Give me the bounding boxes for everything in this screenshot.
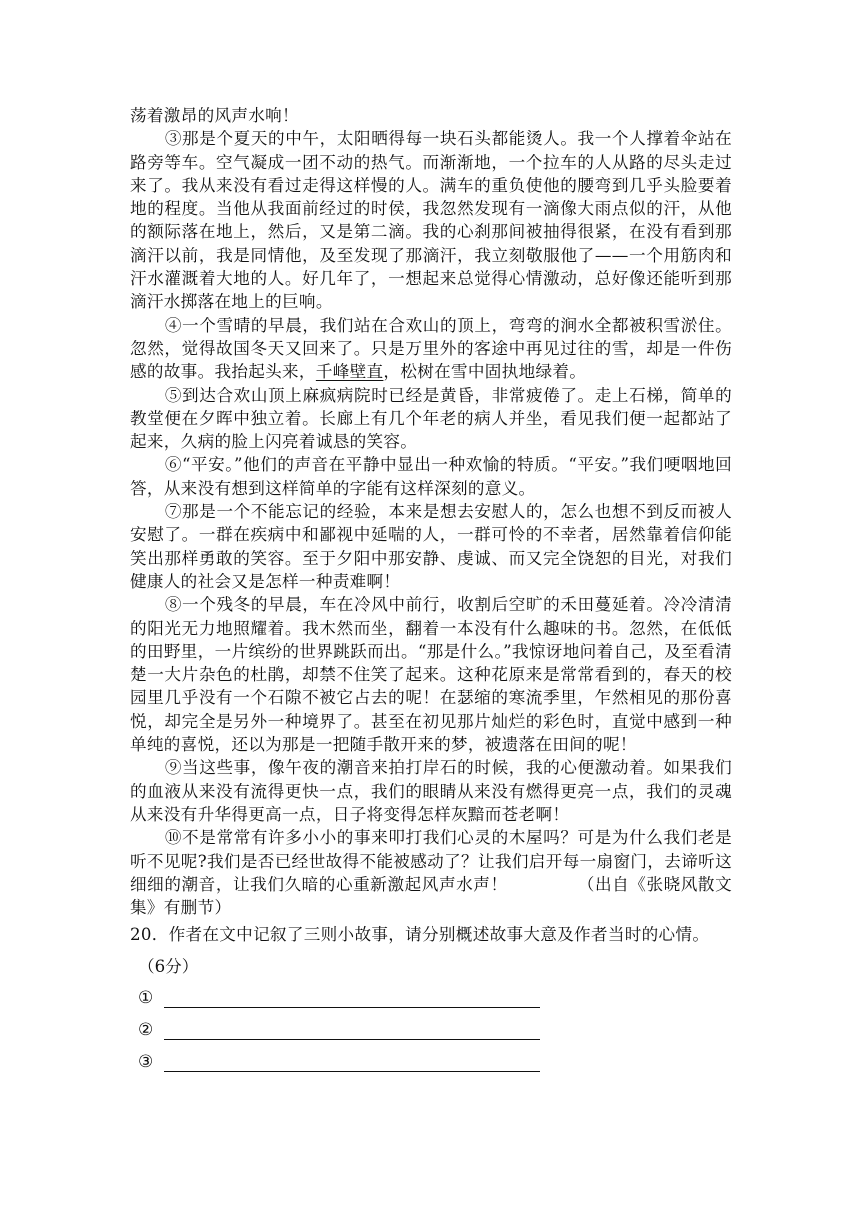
answer-number: ① <box>138 987 154 1008</box>
paragraph-10-text: ⑩不是常常有许多小小的事来叩打我们心灵的木屋吗？可是为什么我们老是听不见呢?我们是否已经世故得不能被感动了？让我们启开每一扇窗门，去谛听这细细的潮音，让我们久暗的心重新激起风声水声！ <box>130 828 732 894</box>
answer-area <box>130 982 732 1078</box>
paragraph-4-text-a: ④一个雪晴的早晨，我们站在合欢山的顶上，弯弯的涧水全都被积雪淤住。忽然，觉得故国冬天又回来了。只是万里外的客途中再见过往的雪，却是一件伤感的故事。我抬起头来， <box>130 315 732 382</box>
document-page <box>130 104 732 1078</box>
answer-line-3[interactable] <box>138 1046 732 1078</box>
paragraph-5: ⑤到达合欢山顶上麻疯病院时已经是黄昏，非常疲倦了。走上石梯，简单的教堂便在夕晖中独立着。长廊上有几个年老的病人并坐，看见我们便一起都站了起来，久病的脸上闪亮着诚恳的笑容。 <box>130 385 732 452</box>
paragraph-7: ⑦那是一个不能忘记的经验，本来是想去安慰人的，怎么也想不到反而被人安慰了。一群在疾病中和鄙视中延喘的人，一群可怜的不幸者，居然靠着信仰能笑出那样勇敢的笑容。至于夕阳中那安静、虔诚、而又完全饶恕的目光，对我们健康人的社会又是怎样一种责难啊！ <box>130 502 732 591</box>
answer-number: ③ <box>138 1051 154 1072</box>
answer-blank[interactable] <box>164 1007 540 1008</box>
question-20: 20．作者在文中记叙了三则小故事，请分别概述故事大意及作者当时的心情。 <box>130 925 710 945</box>
paragraph-3: ③那是个夏天的中午，太阳晒得每一块石头都能烫人。我一个人撑着伞站在路旁等车。空气凝成一团不动的热气。而渐渐地，一个拉车的人从路的尽头走过来了。我从来没有看过走得这样慢的人。满车的重负使他的腰弯到几乎头脸要着地的程度。当他从我面前经过的时侯，我忽然发现有一滴像大雨点似的汗，从他的额际落在地上，然后，又是第二滴。我的心刹那间被抽得很紧，在没有看到那滴汗以前，我是同情他，及至发现了那滴汗，我立刻敬服他了——一个用筋肉和汗水灌溉着大地的人。好几年了，一想起来总觉得心情激动，总好像还能听到那滴汗水掷落在地上的巨响。 <box>130 129 732 312</box>
paragraph-0: 荡着激昂的风声水响！ <box>130 106 299 125</box>
paragraph-8: ⑧一个残冬的早晨，车在冷风中前行，收割后空旷的禾田蔓延着。冷冷清清的阳光无力地照耀着。我木然而坐，翻着一本没有什么趣味的书。忽然，在低低的田野里，一片缤纷的世界跳跃而出。“那是什么。”我惊讶地问着自己，及至看清楚一大片杂色的杜鹃，却禁不住笑了起来。这种花原来是常常看到的，春天的校园里几乎没有一个石隙不被它占去的呢！在瑟缩的寒流季里，乍然相见的那份喜悦，却完全是另外一种境界了。甚至在初见那片灿烂的彩色时，直觉中感到一种单纯的喜悦，还以为那是一把随手散开来的梦，被遗落在田间的呢！ <box>130 595 732 755</box>
paragraph-4 <box>130 314 732 384</box>
answer-blank[interactable] <box>164 1039 540 1040</box>
answer-blank[interactable] <box>164 1071 540 1072</box>
answer-line-1[interactable] <box>138 982 732 1014</box>
answer-line-2[interactable] <box>138 1014 732 1046</box>
question-score: （6分） <box>138 956 199 976</box>
paragraph-4-text-b: ，松树在雪中固执地绿着。 <box>383 362 587 382</box>
underlined-phrase: 千峰壁直 <box>315 362 384 382</box>
paragraph-9: ⑨当这些事，像午夜的潮音来拍打岸石的时候，我的心便激动着。如果我们的血液从来没有流得更快一点，我们的眼睛从来没有燃得更亮一点，我们的灵魂从来没有升华得更高一点，日子将变得怎样灰黯而苍老啊！ <box>130 758 732 824</box>
paragraph-10 <box>130 826 732 919</box>
answer-number: ② <box>138 1019 154 1040</box>
source-note: （出自《张晓风散文集》有删节） <box>130 874 732 918</box>
paragraph-6: ⑥“平安。”他们的声音在平静中显出一种欢愉的特质。“平安。”我们哽咽地回答，从来没有想到这样简单的字能有这样深刻的意义。 <box>130 455 732 498</box>
